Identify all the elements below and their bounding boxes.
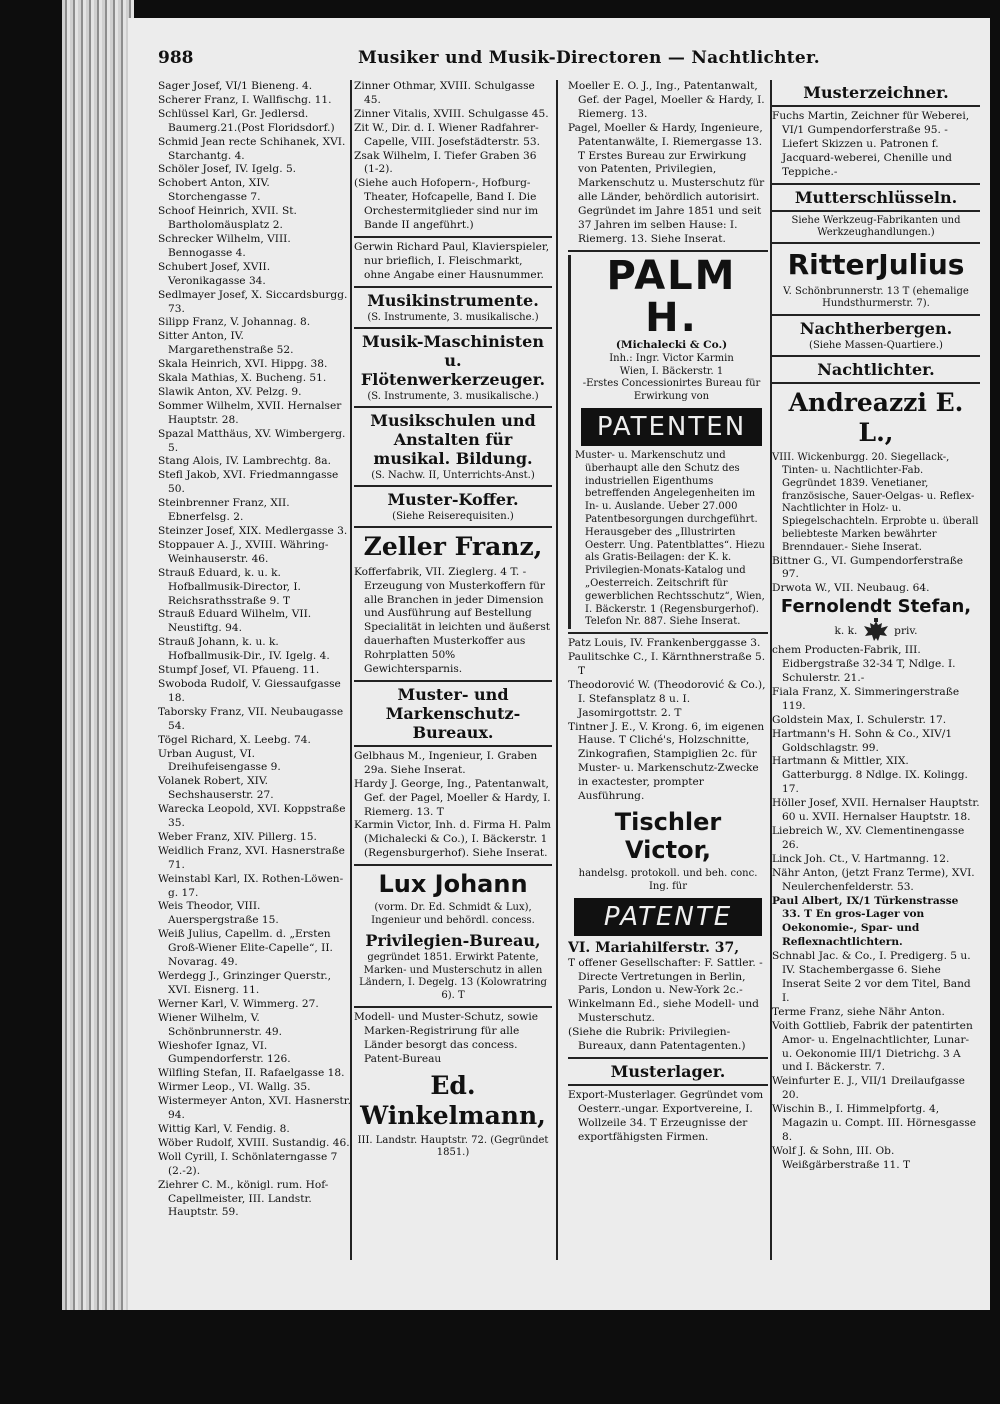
list-item: Weidlich Franz, XVI. Hasnerstraße 71. (158, 844, 345, 871)
list-item: Karmin Victor, Inh. d. Firma H. Palm (Michalecki & Co.), I. Bäckerstr. 1 (Regensburgerhof). Siehe Inserat. (354, 819, 551, 860)
cross-reference: (S. Instrumente, 3. musikalische.) (367, 390, 539, 402)
cross-reference: Siehe Werkzeug-Fabrikanten und Werkzeughandlungen.) (791, 214, 961, 238)
divider (772, 242, 980, 244)
column-3 (568, 80, 768, 1266)
advert-text: T offener Gesellschafter: F. Sattler. -Directe Vertretungen in Berlin, Paris, London u. New-York 2c.- (568, 956, 763, 997)
running-title: Musiker und Musik-Directoren — Nachtlichter. (358, 48, 820, 68)
section-heading: Nachtherbergen. (799, 319, 953, 339)
list-item: Taborsky Franz, VII. Neubaugasse 54. (158, 705, 344, 732)
scanned-page (128, 18, 990, 1310)
list-item: Schoof Heinrich, XVII. St. Bartholomäusplatz 2. (158, 205, 297, 232)
advert-owner: Inh.: Ingr. Victor Karmin (609, 352, 734, 364)
advert-address: Wien, I. Bäckerstr. 1 (619, 365, 724, 377)
list-item: Schubert Josef, XVII. Veronikagasse 34. (158, 260, 271, 287)
list-item: Patz Louis, IV. Frankenberggasse 3. (568, 637, 761, 650)
list-item: Paulitschke C., I. Kärnthnerstraße 5. T (568, 651, 766, 677)
list-item: Sager Josef, VI/1 Bieneng. 4. (158, 80, 313, 92)
advert-text: Muster- u. Markenschutz und überhaupt alle den Schutz des industriellen Eigenthums betreffenden Angelegenheiten im In- u. Auslande. Ueber 27.000 Patentbesorgungen durchgeführt. Herausgeber des „Illustrirten Oesterr. Ung. Patentblattes“. Hiezu als Gratis-Beilagen: der K. k. Privilegien-Monats-Katalog und „Oesterreich. Zeitschrift für gewerblichen Rechtsschutz“, Wien, I. Bäckerstr. 1 (Regensburgerhof). Telefon Nr. 887. Siehe Inserat. (575, 449, 765, 628)
list-item: Zsak Wilhelm, I. Tiefer Graben 36 (1-2). (354, 149, 537, 176)
section-heading: Nachtlichter. (817, 360, 935, 380)
list-item: Silipp Franz, V. Johannag. 8. (158, 316, 311, 329)
column-divider (556, 80, 558, 1260)
list-item: Stoppauer A. J., XVIII. Währing-Weinhauserstr. 46. (158, 538, 329, 565)
divider (354, 745, 552, 747)
list-item: Wittig Karl, V. Fendig. 8. (158, 1122, 290, 1135)
list-item: Goldstein Max, I. Schulerstr. 17. (772, 713, 947, 726)
list-item: Pagel, Moeller & Hardy, Ingenieure, Patentanwälte, I. Riemergasse 13. T Erstes Bureau zur Erwirkung von Patenten, Privilegien, Markenschutz u. Musterschutz für alle Länder, behördlich autorisirt. Gegründet im Jahre 1851 und seit 37 Jahren im selben Hause: I. Riemerg. 13. Siehe Inserat. (568, 121, 765, 245)
divider (772, 314, 980, 316)
list-item: Stumpf Josef, VI. Pfaueng. 11. (158, 664, 320, 677)
list-item: Bittner G., VI. Gumpendorferstraße 97. (772, 554, 964, 581)
list-item: Hartmann & Mittler, XIX. Gatterburgg. 8 Ndlge. IX. Kolingg. 17. (772, 755, 968, 796)
advert-name: Ed. Winkelmann, (360, 1070, 546, 1130)
list-item: Wischin B., I. Himmelpfortg. 4, Magazin u. Compt. III. Hörnesgasse 8. (772, 1103, 977, 1143)
list-item: Tintner J. E., V. Krong. 6, im eigenen Hause. T Cliché's, Holzschnitte, Zinkografien, Stampiglien 2c. für Muster- u. Markenschutz-Zwecke in exactester, prompter Ausführung. (568, 720, 765, 803)
list-item: Liebreich W., XV. Clementinengasse 26. (772, 825, 965, 851)
advert-subtitle: (Michalecki & Co.) (615, 338, 728, 351)
list-item: Zinner Vitalis, XVIII. Schulgasse 45. (354, 107, 549, 120)
divider (354, 327, 552, 329)
divider (772, 355, 980, 357)
section-heading: Musik-Maschinisten u. Flötenwerkerzeuger. (360, 331, 546, 389)
list-item: Steinbrenner Franz, XII. Ebnerfelsg. 2. (158, 497, 290, 524)
divider (772, 105, 980, 107)
list-item: Wieshofer Ignaz, VI. Gumpendorferstr. 126. (158, 1039, 291, 1066)
advert-name: PALM H. (606, 252, 737, 341)
advert-name: Zeller Franz, (363, 531, 543, 561)
list-item: Strauß Johann, k. u. k. Hofballmusik-Dir., IV. Igelg. 4. (158, 636, 330, 663)
advert-text: (vorm. Dr. Ed. Schmidt & Lux), Ingenieur und behördl. concess. (371, 902, 535, 926)
divider (354, 864, 552, 866)
list-item: Strauß Eduard, k. u. k. Hofballmusik-Director, I. Reichsrathsstraße 9. T (158, 566, 301, 607)
list-item: Weiß Julius, Capellm. d. „Ersten Groß-Wiener Elite-Capelle“, II. Novarag. 49. (158, 928, 333, 969)
list-item: Zinner Othmar, XVIII. Schulgasse 45. (354, 80, 535, 106)
column-2 (354, 80, 552, 1266)
divider (354, 485, 552, 487)
list-item: Schnabl Jac. & Co., I. Predigerg. 5 u. IV. Stachembergasse 6. Siehe Inserat Seite 2 vor dem Titel, Band I. (772, 950, 971, 1004)
list-item: Skala Heinrich, XVI. Hippg. 38. (158, 358, 328, 371)
section-heading: Musikschulen und Anstalten für musikal. Bildung. (370, 410, 536, 468)
list-item: Wiener Wilhelm, V. Schönbrunnerstr. 49. (158, 1011, 283, 1038)
list-item: Drwota W., VII. Neubaug. 64. (772, 582, 930, 595)
list-item: Gelbhaus M., Ingenieur, I. Graben 29a. Siehe Inserat. (354, 749, 538, 776)
list-item: Höller Josef, XVII. Hernalser Hauptstr. 60 u. XVII. Hernalser Hauptstr. 18. (772, 797, 980, 824)
patenten-banner: PATENTEN (581, 408, 762, 446)
list-item: Sommer Wilhelm, XVII. Hernalser Hauptstr. 28. (158, 399, 342, 426)
advert-name: Tischler Victor, (614, 808, 722, 864)
list-item: Wistermeyer Anton, XVI. Hasnerstr. 94. (158, 1095, 351, 1122)
list-item: Strauß Eduard Wilhelm, VII. Neustiftg. 94. (158, 608, 312, 635)
advert-text: chem Producten-Fabrik, III. Eidbergstraße 32-34 T, Ndlge. I. Schulerstr. 21.- (772, 644, 956, 685)
list-item: Skala Mathias, X. Bucheng. 51. (158, 372, 327, 385)
list-item: Werner Karl, V. Wimmerg. 27. (158, 997, 319, 1010)
list-item: Schöler Josef, IV. Igelg. 5. (158, 163, 297, 176)
list-item: Weber Franz, XIV. Pillerg. 15. (158, 830, 317, 843)
list-item: (Siehe die Rubrik: Privilegien-Bureaux, dann Patentagenten.) (568, 1026, 746, 1053)
list-item: Wöber Rudolf, XVIII. Sustandig. 46. (158, 1136, 350, 1149)
divider (354, 406, 552, 408)
advert-text: handelsg. protokoll. und beh. conc. Ing. für (578, 868, 758, 892)
list-item: Steinzer Josef, XIX. Medlergasse 3. (158, 525, 348, 537)
section-heading: Musterlager. (610, 1061, 726, 1081)
list-item: Gerwin Richard Paul, Klavierspieler, nur brieflich, I. Fleischmarkt, ohne Angabe einer Hausnummer. (354, 240, 550, 281)
list-item: Wolf J. & Sohn, III. Ob. Weißgärberstraße 11. T (772, 1144, 911, 1171)
list-item: Winkelmann Ed., siehe Modell- und Musterschutz. (568, 998, 759, 1025)
list-item: Terme Franz, siehe Nähr Anton. (772, 1005, 945, 1018)
patente-banner: PATENTE (574, 898, 762, 936)
divider (568, 1084, 768, 1086)
divider (568, 632, 768, 634)
list-item: Urban August, VI. Dreihufeisengasse 9. (158, 747, 281, 774)
list-item: Wirmer Leop., VI. Wallg. 35. (158, 1081, 311, 1094)
list-item: Export-Musterlager. Gegründet vom Oesterr.-ungar. Exportvereine, I. Wollzeile 34. T Erzeugnisse der exportfähigsten Firmen. (568, 1088, 764, 1143)
list-item: (Siehe auch Hofopern-, Hofburg-Theater, Hofcapelle, Band I. Die Orchestermitglieder sind nur im Bande II angeführt.) (354, 177, 539, 232)
section-heading: Mutterschlüsseln. (794, 187, 958, 207)
divider (772, 183, 980, 185)
list-item: Zit W., Dir. d. I. Wiener Radfahrer-Capelle, VIII. Josefstädterstr. 53. (354, 121, 541, 148)
advert-text: -Erstes Concessionirtes Bureau für Erwirkung von (582, 378, 761, 403)
page-header (158, 46, 918, 76)
list-item: Spazal Matthäus, XV. Wimbergerg. 5. (158, 427, 346, 454)
advert-name: Andreazzi E. L., (788, 388, 964, 448)
list-item: Paul Albert, IX/1 Türkenstrasse 33. T En gros-Lager von Oekonomie-, Spar- und Reflexnachtlichtern. (772, 894, 959, 949)
section-heading: Musterzeichner. (803, 83, 949, 102)
cross-reference: (S. Nachw. II, Unterrichts-Anst.) (371, 469, 535, 481)
priv-label: priv. (894, 625, 918, 638)
page-number: 988 (158, 48, 194, 68)
divider (772, 210, 980, 212)
list-item: Wilfling Stefan, II. Rafaelgasse 18. (158, 1067, 345, 1080)
list-item: Slawik Anton, XV. Pelzg. 9. (158, 385, 302, 398)
list-item: Linck Joh. Ct., V. Hartmanng. 12. (772, 852, 950, 865)
list-item: Schrecker Wilhelm, VIII. Bennogasse 4. (158, 232, 291, 259)
section-heading: Muster- und Markenschutz-Bureaux. (385, 684, 521, 742)
book-page-edges (62, 0, 134, 1310)
list-item: Weinfurter E. J., VII/1 Dreilaufgasse 20. (772, 1075, 965, 1102)
advert-text: Modell- und Muster-Schutz, sowie Marken-Registrirung für alle Länder besorgt das concess. Patent-Bureau (354, 1010, 539, 1065)
advert-title: Privilegien-Bureau, (365, 930, 541, 950)
list-item: Tögel Richard, X. Leebg. 74. (158, 733, 311, 746)
list-item: Swoboda Rudolf, V. Giessaufgasse 18. (158, 677, 341, 704)
column-4 (772, 80, 980, 1266)
list-item: Nähr Anton, (jetzt Franz Terme), XVI. Neulerchenfelderstr. 53. (772, 866, 975, 893)
advert-text: VIII. Wickenburgg. 20. Siegellack-, Tinten- u. Nachtlichter-Fab. Gegründet 1839. Venetianer, französische, Sauer-Oelgas- u. Reflex-Nachtlichter in Holz- u. Spiegelschachteln. Erprobte u. überall beliebteste Marken bewährter Brenndauer.- Siehe Inserat. (772, 452, 979, 553)
divider (354, 1006, 552, 1008)
list-item: Schmid Jean recte Schihanek, XVI. Starchantg. 4. (158, 135, 346, 162)
list-item: Stang Alois, IV. Lambrechtg. 8a. (158, 455, 331, 468)
cross-reference: (Siehe Reiserequisiten.) (392, 510, 514, 522)
cross-reference: (S. Instrumente, 3. musikalische.) (367, 311, 539, 323)
list-item: Schlüssel Karl, Gr. Jedlersd. Baumerg.21.(Post Floridsdorf.) (158, 107, 335, 134)
section-heading: Musikinstrumente. (367, 290, 539, 310)
palm-advert (568, 252, 768, 629)
section-heading: Muster-Koffer. (387, 489, 519, 509)
divider (354, 236, 552, 238)
divider (354, 680, 552, 682)
list-item: Woll Cyrill, I. Schönlaterngasse 7 (2.-2). (158, 1150, 338, 1177)
list-item: Weinstabl Karl, IX. Rothen-Löwen-g. 17. (158, 872, 344, 899)
list-item: Hartmann's H. Sohn & Co., XIV/1 Goldschlagstr. 99. (772, 727, 953, 754)
divider (354, 286, 552, 288)
advert-text: III. Landstr. Hauptstr. 72. (Gegründet 1851.) (357, 1134, 549, 1159)
advert-name: Lux Johann (378, 870, 528, 899)
advert-text: Kofferfabrik, VII. Zieglerg. 4 T. -Erzeugung von Musterkoffern für alle Branchen in jeder Dimension und Ausführung auf Bestellung Specialität in leichten und äußerst dauerhaften Musterkoffer aus Rohrplatten 50% Gewichtersparnis. (354, 565, 551, 676)
list-item: Voith Gottlieb, Fabrik der patentirten Amor- u. Engelnachtlichter, Lunar- u. Oekonomie III/1 Dietrichg. 3 A und I. Bäckerstr. 7. (772, 1019, 973, 1074)
list-item: Schobert Anton, XIV. Storchengasse 7. (158, 177, 270, 204)
list-item: Theodorović W. (Theodorović & Co.), I. Stefansplatz 8 u. I. Jasomirgottstr. 2. T (568, 678, 766, 719)
advert-address: VI. Mariahilferstr. 37, (568, 939, 740, 956)
imperial-warrant (772, 618, 980, 644)
list-item: Werdegg J., Grinzinger Querstr., XVI. Eisnerg. 11. (158, 970, 332, 996)
advert-name: RitterJulius (787, 247, 965, 281)
advert-text: gegründet 1851. Erwirkt Patente, Marken- und Musterschutz in allen Ländern, I. Degelg. 13 (Kolowratring 6). T (359, 951, 547, 1002)
list-item: Ziehrer C. M., königl. rum. Hof-Capellmeister, III. Landstr. Hauptstr. 59. (158, 1178, 329, 1219)
list-item: Sedlmayer Josef, X. Siccardsburgg. 73. (158, 288, 348, 315)
list-item: Warecka Leopold, XVI. Koppstraße 35. (158, 803, 346, 830)
list-item: Scherer Franz, I. Wallfischg. 11. (158, 93, 332, 106)
cross-reference: (Siehe Massen-Quartiere.) (809, 340, 943, 352)
list-item: Sitter Anton, IV. Margarethenstraße 52. (158, 330, 294, 357)
list-item: Volanek Robert, XIV. Sechshauserstr. 27. (158, 775, 274, 802)
list-item: Moeller E. O. J., Ing., Patentanwalt, Gef. der Pagel, Moeller & Hardy, I. Riemerg. 13. (568, 80, 765, 120)
double-eagle-icon (861, 618, 891, 644)
divider (772, 382, 980, 384)
divider (354, 526, 552, 528)
advert-text: V. Schönbrunnerstr. 13 T (ehemalige Hundsthurmerstr. 7). (783, 285, 969, 310)
list-item: Fuchs Martin, Zeichner für Weberei, VI/1 Gumpendorferstraße 95. -Liefert Skizzen u. Patronen f. Jacquard-weberei, Chenille und Teppiche.- (772, 110, 970, 178)
divider (568, 250, 768, 252)
list-item: Weis Theodor, VIII. Auerspergstraße 15. (158, 900, 279, 927)
divider (568, 1057, 768, 1059)
column-1 (158, 80, 351, 1266)
advert-name: Fernolendt Stefan, (780, 596, 972, 618)
list-item: Stefl Jakob, XVI. Friedmanngasse 50. (158, 469, 339, 496)
kk-label: k. k. (834, 625, 858, 638)
list-item: Hardy J. George, Ing., Patentanwalt, Gef. der Pagel, Moeller & Hardy, I. Riemerg. 13. T (354, 777, 551, 818)
list-item: Fiala Franz, X. Simmeringerstraße 119. (772, 685, 960, 712)
